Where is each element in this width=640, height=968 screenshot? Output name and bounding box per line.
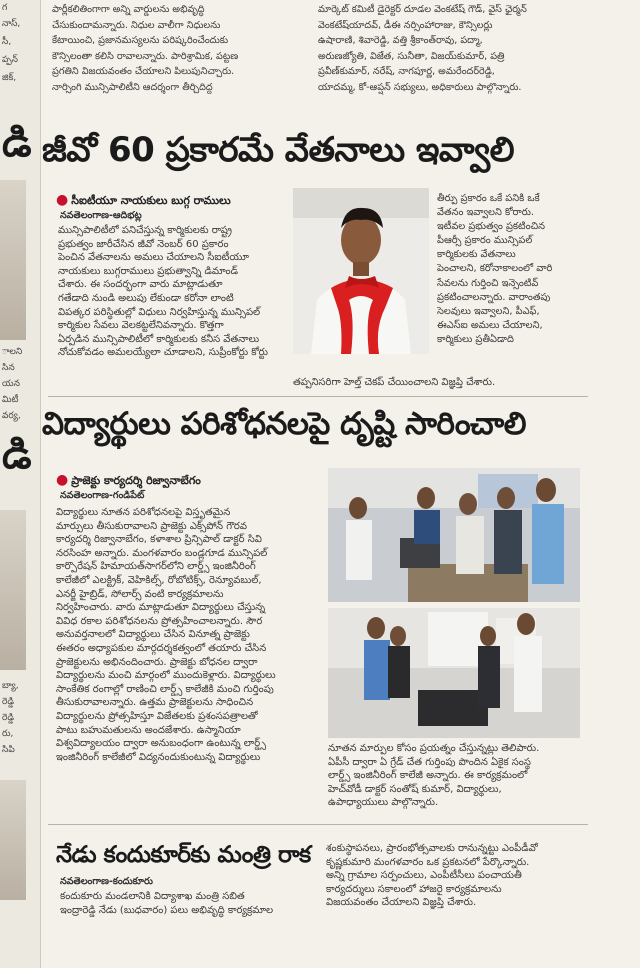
text-line: సాంకేతిక రంగాల్లో రాణించి లార్డ్స్ కాలేజీకి మంచి గుర్తింపు [56,683,274,695]
event-photo-2 [328,608,580,738]
section-divider [48,824,588,825]
bleed-headline-fragment: డి [2,432,32,478]
bleed-snippet: వర్య, [2,411,21,421]
text-line: అరుణజ్యోతి, విజేత, సునీతా, విజయ్‌కుమార్, పత్రి [318,50,505,62]
text-line: ఇంజినీరింగ్ కాలేజీలో విద్యనందుకుంటున్న విద్యార్థులు [56,751,261,763]
text-line: పీఆర్సీ ప్రకారం మున్సిపల్ [437,235,533,247]
text-line: ఈఎస్ఐ అమలు చేయాలని, [437,319,543,331]
text-line: ఏపీసీ ద్వారా ఏ గ్రేడ్ చేత గుర్తింపు పొందిన ఏకైక సంస్థ [328,756,531,768]
text-line: ఈతరం అధ్యాపకుల మార్గదర్శకత్వంలో తయారు చేసిన [56,642,267,654]
story-1-tail: తప్పనిసరిగా హెల్త్ చెకప్ చేయించాలని విజ్ఞప్తి చేశారు. [293,377,496,388]
dateline-story-3: నవతెలంగాణ-కందుకూరు [60,876,153,887]
text-line: కాలేజీలో ఎలక్ట్రిక్, వెహికిల్స్, రోబోటిక్స్, రెన్యూవబుల్, [56,574,262,586]
top-continuation-left [52,2,310,98]
text-line: తీసుకురావాలన్నారు. ఉత్తమ ప్రాజెక్టులను సాధించిన [56,697,254,709]
headline-story-1: జీవో 60 ప్రకారమే వేతనాలు ఇవ్వాలి [42,130,515,170]
text-line: నాయకులు బుగ్గరాములు ప్రభుత్వాన్ని డిమాండ్ [58,265,239,277]
story-3-column-left [60,890,316,926]
text-line: పెంచిన వేతనాలను అమలు చేయాలని సీఐటీయూ [58,252,249,264]
text-line: అన్ని గ్రామాల సర్పంచులు, ఎంపీటీసీలు పంచాయతీ [326,870,522,882]
text-line: గతేడాది నుండి అలుపు లేకుండా కరోనా లాంటి [58,292,234,304]
headline-story-2: విద్యార్థులు పరిశోధనలపై దృష్టి సారించాలి [42,406,526,442]
text-line: విద్యార్థులను మంచి మార్గంలో ముందుకెళ్లారు. విద్యార్థులు [56,670,276,682]
text-line: కందుకూరు మండలానికి విద్యాశాఖ మంత్రి సబిత [60,891,245,902]
bleed-snippet: యన [2,379,20,389]
text-line: అనువర్తనాలలో విద్యార్థులు చేసిన వినూత్న ప్రాజెక్టు [56,629,250,641]
text-line: నరసింహ అన్నారు. మంగళవారం బండ్లగూడ మున్సిపల్ [56,547,268,559]
bleed-snippet: ప్పన్ [2,55,18,65]
dateline-story-2: నవతెలంగాణ-గండిపేట్ [60,490,145,501]
text-line: విద్యార్థులు నూతన పరిశోధనలపై విస్తృతమైన [56,507,231,518]
bleed-snippet: రు, [2,729,14,739]
text-line: ప్రాజెక్టులను అభినందించారు. ప్రాజెక్టు బోధనల ద్వారా [56,656,258,668]
text-line: శంకుస్థాపనలు, ప్రారంభోత్సవాలకు రానున్నట్టు ఎంపీడీవో [326,843,538,854]
byline-story-1 [56,192,231,210]
text-line: ప్రకటించాలన్నారు. వారాంతపు [437,291,551,303]
text-line: నోచుకోవడం అమలయ్యేలా చూడాలని, సుప్రీంకోర్టు కోర్టు [58,347,269,359]
text-line: కార్యదర్శులు సకాలంలో హాజరై కార్యక్రమాలను [326,883,502,895]
text-line: విశ్వవిద్యాలయం ద్వారా అనుబంధంగా ఉంటున్న లార్డ్స్ [56,738,267,750]
text-line: కౌన్సిలంతా కలిసి రావాలన్నారు. పారిశ్రామిక, పట్టణ [52,50,239,62]
text-line: మున్సిపాలిటీలో పనిచేస్తున్న కార్మికులకు రాష్ట్ర [58,225,232,236]
story-1-column-right [437,192,583,348]
text-line: కార్యదర్శి రిజ్వానాబేగం, కళాశాల ప్రిన్సిపాల్ డాక్టర్ సివి [56,534,262,546]
text-line: ఉపాధ్యాయులు పాల్గొన్నారు. [328,797,439,809]
text-line: నార్సింగి మున్సిపాలిటీని ఆదర్శంగా తీర్చిదిద్ద [52,81,213,93]
text-line: సేవలను గుర్తించి ఇన్సెంటివ్ [437,277,539,289]
text-line: పాటు బహుమతులను అందజేశారు. ఉస్మానియా [56,724,241,736]
text-line: హెచ్‌వోడీ డాక్టర్ సంతోష్ కుమార్, విద్యార్థులు, [328,783,502,795]
story-2-column-left [56,506,314,770]
dateline-story-1: నవతెలంగాణ-ఆదిభట్ల [60,210,142,221]
story-2-column-right [328,742,584,814]
bleed-snippet: సిపి [2,745,15,755]
text-line: ఏర్పడిన మున్సిపాలిటీలో కార్మికులకు కనీస వేతనాలు [58,333,260,345]
event-photo-1 [328,468,580,602]
bleed-photo [0,510,26,670]
text-line: పెంచాలని, కరోనాకాలంలో వారి [437,263,553,275]
adjacent-page-strip [0,0,41,968]
byline-text: ప్రాజెక్టు కార్యదర్శి రిజ్వానాబేగం [71,474,201,487]
bleed-snippet: బ్యా, [2,681,19,691]
text-line: చేసుకుందామన్నారు. నిధుల వాలీగా నిధులను [52,19,221,31]
text-line: విద్యార్థులను ప్రోత్సహిస్తూ విజేతలకు ప్రశంసపత్రాలతో [56,710,258,722]
text-line: ఇంద్రారెడ్డి నేడు (బుధవారం) పలు అభివృద్ధి కార్యక్రమాల [60,904,274,916]
top-continuation-right [318,2,586,98]
bleed-snippet: సీ, [2,37,12,47]
text-line: చేశారు. ఈ సందర్భంగా వారు మాట్లాడుతూ [58,279,223,291]
bullet-icon: ● [56,192,69,208]
text-line: ప్రగతిని విజయవంతం చేయాలని పిలుపునిచ్చారు. [52,66,235,77]
bleed-snippet: రెడ్డి [2,697,14,707]
text-line: లార్డ్స్ ఇంజినీరింగ్ కాలేజీ అన్నారు. ఈ కార్యక్రమంలో [328,770,528,782]
text-line: కార్మికులు ప్రతీఏడాది [437,333,514,345]
bleed-snippet: సిన [2,363,15,373]
text-line: ప్రవీణ్‌కుమార్, నరేష్, నాగపూర్ణ, అమరేందర్‌రెడ్డి, [318,66,495,77]
bleed-snippet: ాలని [2,347,23,357]
text-line: వెంకటేష్‌యాదవ్, డీఈ నర్సింహారాజు, కౌన్సిలర్లు [318,19,493,31]
text-line: యాదమ్మ, కో-ఆప్షన్ సభ్యులు, అధికారులు పాల్గొన్నారు. [318,81,522,93]
bleed-snippet: మిటీ [2,395,19,405]
text-line: ఉషారాణి, శివారెడ్డి, వత్తి శ్రీకాంత్‌రావు, పద్మా, [318,35,483,46]
bleed-snippet: నాస్, [2,19,21,29]
story-3-column-right [326,842,588,926]
text-line: తీర్పు ప్రకారం ఒకే పనికి ఒకే [437,193,540,204]
text-line: మార్పులు తీసుకురావాలని ప్రాజెక్టు ఎక్స్‌పోన్ గౌరవ [56,520,247,532]
bleed-headline-fragment: డి [2,120,32,166]
text-line: నూతన మార్పుల కోసం ప్రయత్నం చేస్తున్నట్లు తెలిపారు. [328,743,540,754]
bleed-snippet: జిక్, [2,73,17,83]
text-line: నిర్వహించారు. వారు మాట్లాడుతూ విద్యార్థులు చేస్తున్న [56,602,266,614]
byline-story-2 [56,472,201,490]
text-line: విపత్కర పరిస్థితుల్లో విధులు నిర్వహిస్తున్న మున్సిపల్ [58,306,261,318]
text-line: వేతనం ఇవ్వాలని కోరారు. [437,207,535,219]
text-line: కృష్ణకుమారి మంగళవారం ఒక ప్రకటనలో పేర్కొన్నారు. [326,856,530,868]
text-line: కార్పొరేషన్ హిమాయత్‌సాగర్‌లోని లార్డ్స్ ఇంజినీరింగ్ [56,561,256,573]
text-line: ఇటీవల ప్రభుత్వం ప్రకటించిన [437,221,545,233]
byline-text: సీఐటీయూ నాయకులు బుగ్గ రాములు [71,194,231,207]
text-line: విజయవంతం చేయాలని విజ్ఞప్తి చేశారు. [326,897,477,909]
story-1-column-left [58,224,286,374]
text-line: ఎనర్జీ హైబ్రిడ్, సోలార్స్ వంటి కార్యక్రమాలను [56,588,224,600]
bullet-icon: ● [56,472,69,488]
text-line: ప్రభుత్వం జారీచేసిన జీవో నెంబర్ 60 ప్రకారం [58,238,229,250]
text-line: కార్మికుల సేవలు వెలకట్టలేనివన్నారు. కొత్తగా [58,320,224,332]
headline-story-3: నేడు కందుకూర్‌కు మంత్రి రాక [56,842,311,868]
bleed-photo [0,180,26,340]
bleed-photo [0,780,26,900]
text-line: సెలవులు ఇవ్వాలని, పీఎఫ్, [437,305,540,317]
text-line: పార్లీకలితింగాగా అన్ని వార్డులను అభివృద్ధి [52,4,205,15]
portrait-photo [293,188,429,354]
text-line: మార్కెట్ కమిటీ డైరెక్టర్ దూడల వెంకటేష్ గౌడ్, వైస్ ఛైర్మన్ [318,4,527,15]
bleed-snippet: గ [2,3,8,13]
text-line: కేటాయించి, ప్రజానమస్యలను పరిష్కరించేందుకు [52,35,229,46]
text-line: వివిధ రకాల పరిశోధనలను ప్రోత్సహించాలన్నారు. సౌర [56,615,263,627]
bleed-snippet: రెడ్డి [2,713,14,723]
section-divider [48,396,588,397]
text-line: కార్మికులకు వేతనాలు [437,249,516,261]
